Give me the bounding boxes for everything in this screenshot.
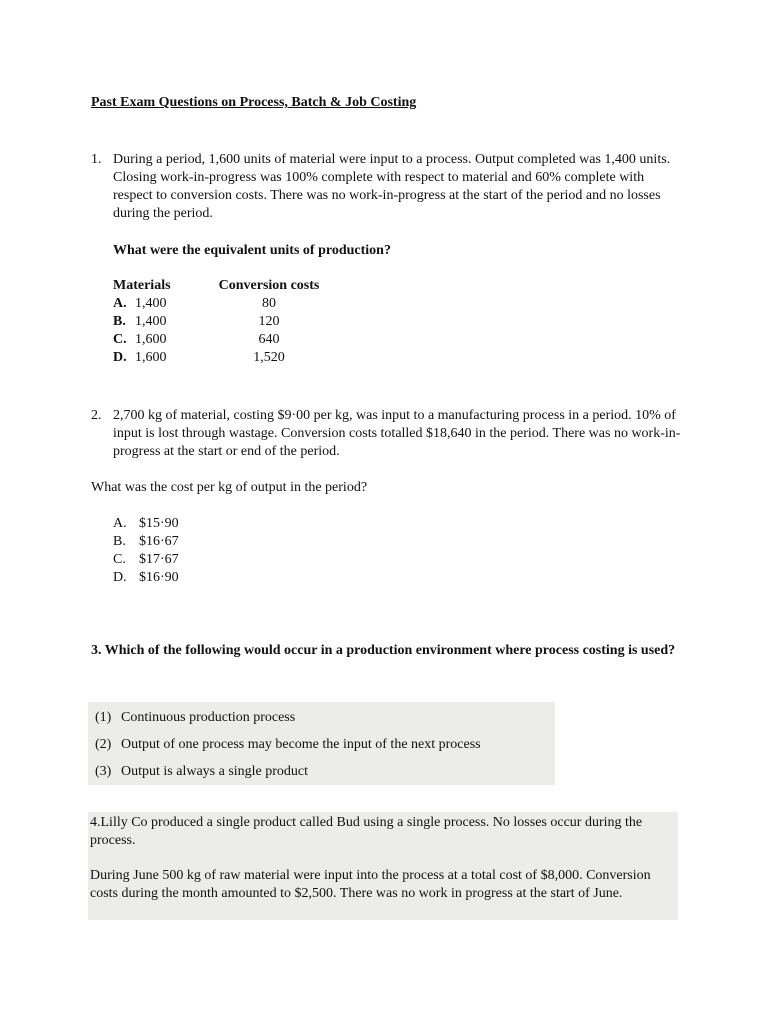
option-value: $15·90 bbox=[139, 516, 179, 531]
question-3-statements bbox=[88, 702, 555, 785]
option-label: C. bbox=[113, 552, 126, 567]
option-label: A. bbox=[113, 296, 127, 311]
option-conversion: 1,520 bbox=[253, 350, 285, 365]
option-row bbox=[113, 533, 179, 551]
statement-text: Output is always a single product bbox=[121, 764, 309, 779]
option-row bbox=[113, 515, 179, 533]
column-header-materials: Materials bbox=[113, 278, 171, 293]
question-2 bbox=[91, 407, 681, 461]
option-row bbox=[113, 551, 179, 569]
option-row bbox=[113, 331, 329, 349]
statement-item bbox=[95, 763, 308, 781]
column-header-conversion: Conversion costs bbox=[218, 278, 320, 293]
option-value: $17·67 bbox=[139, 552, 179, 567]
option-materials: 1,400 bbox=[135, 296, 167, 311]
statement-text: Output of one process may become the input of the next process bbox=[121, 737, 481, 752]
question-4-paragraph-1: 4.Lilly Co produced a single product called Bud using a single process. No losses occur during the process. bbox=[90, 815, 643, 848]
option-conversion: 120 bbox=[258, 314, 280, 329]
statement-number: (1) bbox=[95, 710, 112, 725]
option-value: $16·90 bbox=[139, 570, 179, 585]
statement-text: Continuous production process bbox=[121, 710, 296, 725]
option-label: B. bbox=[113, 534, 126, 549]
statement-number: (3) bbox=[95, 764, 112, 779]
option-row bbox=[113, 569, 179, 587]
option-materials: 1,400 bbox=[135, 314, 167, 329]
question-1-options-table bbox=[113, 277, 329, 367]
statement-item bbox=[95, 736, 481, 754]
option-label: C. bbox=[113, 332, 127, 347]
option-row bbox=[113, 313, 329, 331]
option-conversion: 640 bbox=[258, 332, 280, 347]
option-label: D. bbox=[113, 570, 127, 585]
option-materials: 1,600 bbox=[135, 332, 167, 347]
question-text: During a period, 1,600 units of material were input to a process. Output completed was 1,400 units. Closing work-in-progress was 100% complete with respect to material and 60% complete with respect to conversion costs. There was no work-in-progress at the start of the period and no losses during the period. bbox=[113, 152, 671, 221]
question-4 bbox=[88, 812, 678, 920]
option-materials: 1,600 bbox=[135, 350, 167, 365]
question-number: 2. bbox=[91, 408, 102, 423]
document-title: Past Exam Questions on Process, Batch & Job Costing bbox=[91, 95, 417, 110]
option-value: $16·67 bbox=[139, 534, 179, 549]
question-text: 2,700 kg of material, costing $9·00 per kg, was input to a manufacturing process in a period. 10% of input is lost through wastage. Conversion costs totalled $18,640 in the period. There was no work-in-progress at the start or end of the period. bbox=[113, 408, 681, 459]
option-row bbox=[113, 295, 329, 313]
option-label: B. bbox=[113, 314, 126, 329]
statement-number: (2) bbox=[95, 737, 112, 752]
question-2-options bbox=[113, 515, 179, 587]
option-conversion: 80 bbox=[262, 296, 276, 311]
question-1-prompt: What were the equivalent units of production? bbox=[113, 243, 391, 258]
question-1 bbox=[91, 151, 681, 223]
option-label: A. bbox=[113, 516, 127, 531]
statement-item bbox=[95, 709, 295, 727]
question-3-text: 3. Which of the following would occur in a production environment where process costing is used? bbox=[91, 643, 676, 658]
question-number: 1. bbox=[91, 152, 102, 167]
option-row bbox=[113, 349, 329, 367]
option-label: D. bbox=[113, 350, 127, 365]
question-2-prompt: What was the cost per kg of output in the period? bbox=[91, 480, 368, 495]
question-4-paragraph-2: During June 500 kg of raw material were input into the process at a total cost of $8,000. Conversion costs during the month amounted to $2,500. There was no work in progress at the start of June. bbox=[90, 868, 651, 901]
